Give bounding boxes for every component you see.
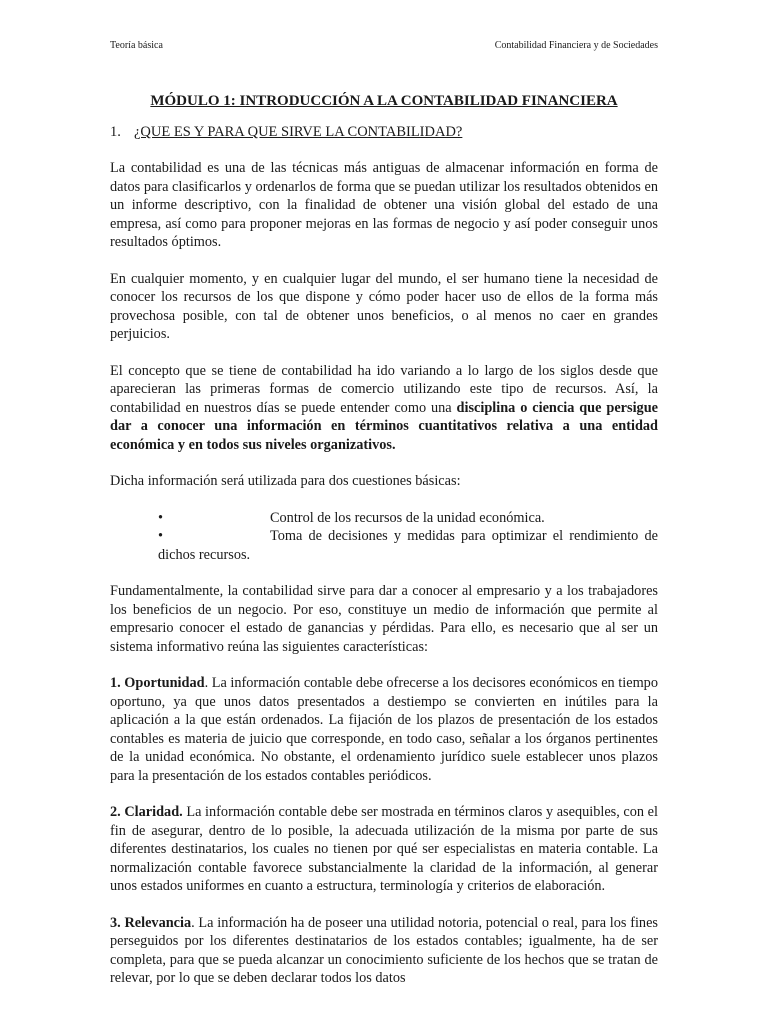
paragraph-3-bold: disciplina o ciencia que persigue dar a conocer una información en términos cuantitativos relativa a una entidad económica y en todos sus niveles organizativos. (110, 399, 658, 453)
list-item (158, 527, 658, 564)
characteristic-text: . La información ha de poseer una utilidad notoria, potencial o real, para los fines perseguidos por los diferentes destinatarios de los estados contables; igualmente, ha de ser completa, para que se pueda alcanzar un conocimiento suficiente de los hechos que se tratan de relevar, por lo que se deben declarar todos los datos (110, 914, 658, 986)
document-page (110, 40, 658, 1006)
bullet-text: Toma de decisiones y medidas para optimizar el rendimiento de dichos recursos. (158, 528, 658, 563)
bullet-list (110, 509, 658, 565)
page-header (110, 40, 658, 52)
bullet-icon: • (158, 509, 164, 526)
list-item (158, 509, 658, 528)
paragraph-2: En cualquier momento, y en cualquier lugar del mundo, el ser humano tiene la necesidad de conocer los recursos de los que dispone y cómo poder hacer uso de ellos de la forma más provechosa posible, con tal de obtener unos beneficios, o al menos no caer en grandes perjuicios. (110, 270, 658, 342)
characteristic-text: . La información contable debe ofrecerse a los decisores económicos en tiempo oportuno, ya que unos datos presentados a destiempo se convierten en inútiles para la aplicación a la que están ordenados. La fijación de los plazos de presentación de los estados contables es materia de juicio que corresponde, en todo caso, señalar a los órganos pertinentes de la unidad económica. No obstante, el ordenamiento jurídico suele establecer unos plazos para la presentación de los estados contables periódicos. (110, 675, 658, 784)
module-title: MÓDULO 1: INTRODUCCIÓN A LA CONTABILIDAD FINANCIERA (150, 93, 618, 109)
bullet-icon: • (158, 528, 164, 544)
paragraph-1: La contabilidad es una de las técnicas más antiguas de almacenar información en forma de datos para clasificarlos y ordenarlos de forma que se puedan utilizar los resultados obtenidos en un informe descriptivo, con la finalidad de obtener una visión global del estado de una empresa, así como para proponer mejoras en las formas de negocio y así poder conseguir unos resultados óptimos. (110, 160, 658, 250)
paragraph-3 (110, 362, 658, 455)
section-heading (110, 123, 658, 141)
paragraph-4: Dicha información será utilizada para dos cuestiones básicas: (110, 473, 461, 489)
characteristic-oportunidad (110, 674, 658, 785)
header-left: Teoría básica (110, 40, 163, 51)
characteristic-heading: 3. Relevancia (110, 914, 192, 931)
characteristic-text: La información contable debe ser mostrada en términos claros y asequibles, con el fin de asegurar, dentro de lo posible, la adecuada utilización de la misma por parte de sus diferentes destinatarios, los cuales no tienen por qué ser especialistas en materia contable. La normalización contable favorece substancialmente la claridad de la información, al generar unos estados uniformes en cuanto a estructura, terminología y criterios de elaboración. (110, 804, 659, 894)
paragraph-5: Fundamentalmente, la contabilidad sirve para dar a conocer al empresario y a los trabajadores los beneficios de un negocio. Por eso, constituye un medio de información que permite al empresario conocer el estado de ganancias y pérdidas. Para ello, es necesario que al ser un sistema informativo reúna las siguientes características: (110, 583, 658, 655)
section-title-text: ¿QUE ES Y PARA QUE SIRVE LA CONTABILIDAD? (134, 124, 463, 140)
paragraph-3-text: El concepto que se tiene de contabilidad ha ido variando a lo largo de los siglos desde que aparecieran las primeras formas de comercio utilizando este tipo de recursos. Así, la contabilidad en nuestros días se puede entender como una (110, 362, 658, 416)
bullet-text: Control de los recursos de la unidad económica. (270, 509, 545, 526)
characteristic-relevancia (110, 914, 658, 988)
characteristic-heading: 2. Claridad. (110, 804, 183, 820)
section-number: 1. (110, 124, 121, 140)
header-right: Contabilidad Financiera y de Sociedades (494, 40, 658, 51)
characteristic-claridad (110, 803, 658, 896)
characteristic-heading: 1. Oportunidad (110, 675, 205, 691)
